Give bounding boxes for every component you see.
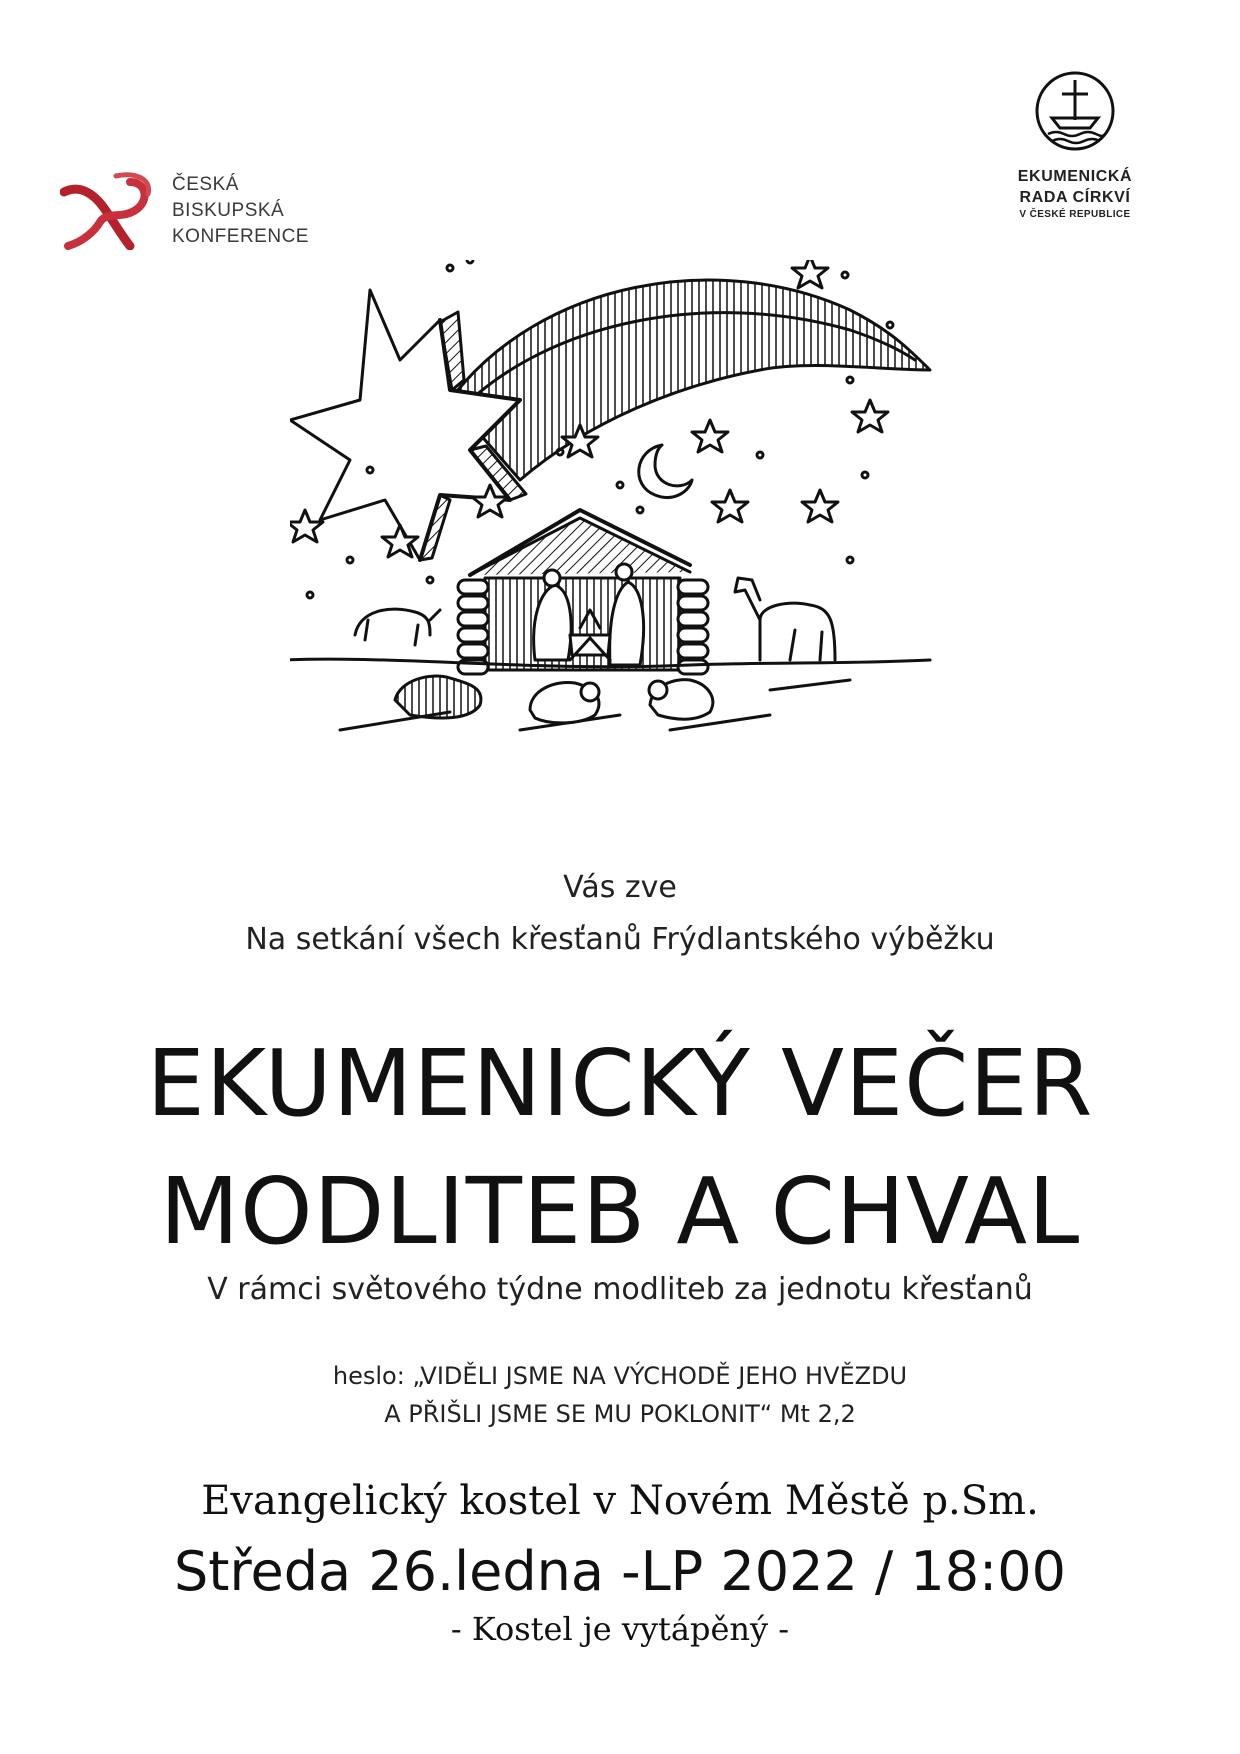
erc-line-2: RADA CÍRKVÍ (1019, 189, 1131, 206)
event-subtitle: V rámci světového týdne modliteb za jednotu křesťanů (207, 1272, 1033, 1307)
cbk-line-2: BISKUPSKÁ (172, 200, 285, 221)
event-title-line-1: EKUMENICKÝ VEČER (146, 1030, 1094, 1137)
invite-line: Vás zve (563, 870, 677, 905)
erc-line-1: EKUMENICKÁ (1017, 168, 1133, 185)
cbk-line-3: KONFERENCE (172, 226, 309, 247)
meeting-line: Na setkání všech křesťanů Frýdlantského výběžku (245, 922, 995, 957)
cbk-mark-icon (60, 170, 155, 250)
event-title-line-2: MODLITEB A CHVAL (159, 1158, 1081, 1265)
heating-note: - Kostel je vytápěný - (450, 1610, 790, 1648)
ekumenicka-rada-cirkvi-logo (1005, 70, 1145, 250)
event-date-time: Středa 26.ledna -LP 2022 / 18:00 (174, 1540, 1066, 1603)
motto-line-2: A PŘIŠLI JSME SE MU POKLONIT“ Mt 2,2 (384, 1400, 856, 1428)
nativity-illustration (290, 260, 970, 805)
cbk-line-1: ČESKÁ (172, 174, 239, 195)
ceska-biskupska-konference-logo (60, 160, 330, 260)
erc-emblem-icon (1034, 70, 1116, 152)
motto-line-1: heslo: „VIDĚLI JSME NA VÝCHODĚ JEHO HVĚZDU (332, 1362, 908, 1390)
event-venue: Evangelický kostel v Novém Městě p.Sm. (201, 1478, 1039, 1524)
erc-line-3: V ČESKÉ REPUBLICE (1019, 209, 1131, 220)
nativity-scene-icon (290, 260, 970, 805)
